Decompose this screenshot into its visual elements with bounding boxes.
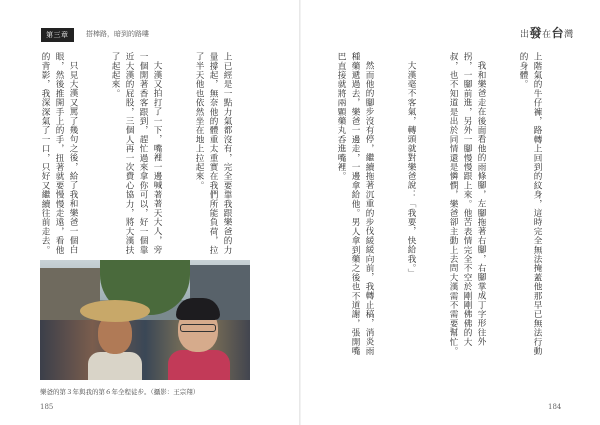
photo-two-pilgrims [40,260,250,380]
photo-man-with-glasses [168,298,230,380]
straw-hat [80,300,150,322]
logo-char: 出 [520,30,530,40]
paragraph: 只見大漢又罵了幾句之後，給了我和樂爸一個白眼，然後推開手上的手，扭著就要慢慢走遠，看他的背影，我深深氣了一口，只好又繼續往前走去。 [40,52,78,255]
logo-char: 灣 [564,30,574,40]
logo-char: 在 [542,30,552,40]
photo-man-with-straw-hat [80,300,150,380]
page-number-left: 185 [40,403,54,411]
photo-hair [176,298,220,320]
page-number-right: 184 [548,403,562,411]
left-page-text [40,52,262,260]
series-logo [520,24,574,41]
logo-char: 台 [551,26,565,40]
book-gutter [299,0,301,425]
right-page-text [318,52,572,360]
chapter-tag: 第三章 [41,28,74,42]
paragraph: 上階氣的牛仔褲，路轉上回到的紋身，這時完全無法掩蓋他那早已無法行動的身體。 [518,52,542,356]
photo-shirt [168,350,230,380]
paragraph: 我和樂爸走在後面看他的雨條腳，左腳拖著右腳，右腳掌成丁字形往外拐，一腳前進，另外一腳慢慢跟上來。他苦表情完全不空於剛剛佛佛的大叔，也不知道是出於同情還是憐憫，樂爸卻主動上去問大漢需不需要幫忙。 [448,52,486,356]
paragraph: 然而他的腳步沒有停，繼續拖著沉重的步伐緩緩向前，我轉止稿，消炎雨種藥遞過去，樂爸一邊走，一邊拿給他。男人拿到藥之後也不道謝，張開嘴巴直接就將兩顆藥丸呑進嘴裡。 [336,52,374,356]
paragraph: 大漢又拍打了一下，嘴裡一邊喊著著天大人，旁一個開著香客跟到，趕忙過來拿你可以，好一個靠近大漢的屁股，三個人再一次費心協力，將大漢扶了起起來。 [110,52,162,255]
glasses [180,324,216,332]
photo-caption: 樂爸的第３年與我的第６年全程徒步。（攝影：王宗翔） [40,388,200,396]
photo-shirt [88,352,142,380]
logo-char: 發 [529,26,543,40]
chapter-title: 搭棒路，暗到的路嘍 [86,30,149,38]
paragraph: 上已經是一點力氣都沒有，完全要靠我跟樂爸的力量撐起，無奈他的體重太重實在我們所能負荷，拉了半天他也依然坐在地上拉起來。 [194,52,232,255]
paragraph: 大漢毫不客氣，轉頭就對樂爸說：「我要，快給我。」 [406,60,416,278]
